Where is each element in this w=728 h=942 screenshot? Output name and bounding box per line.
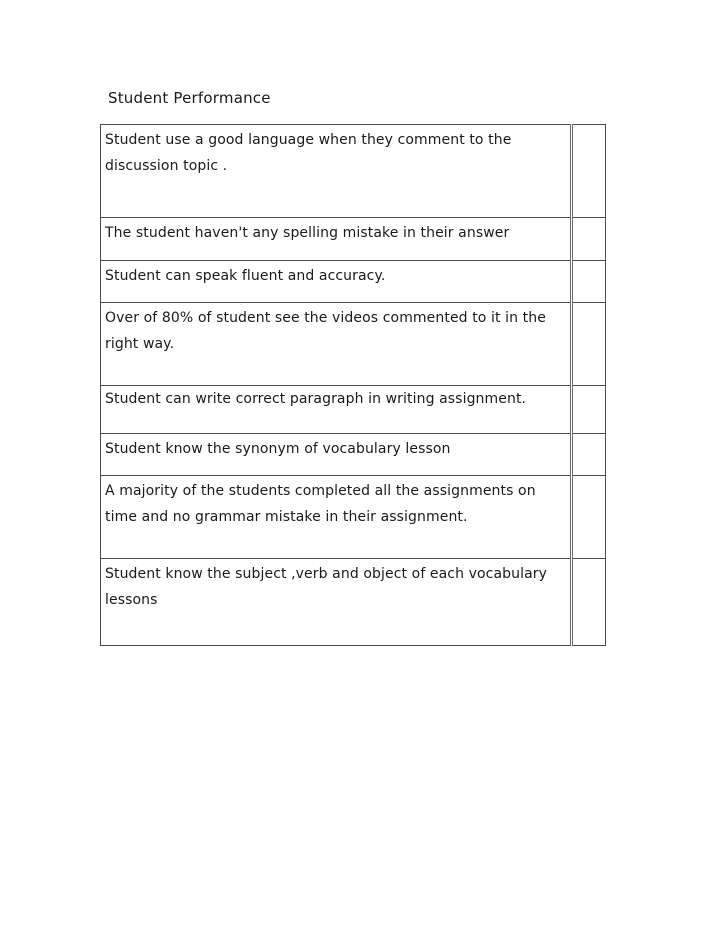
criterion-cell: [101, 125, 572, 218]
check-cell[interactable]: [572, 218, 606, 261]
table-row: [101, 434, 606, 476]
document-title: Student Performance: [108, 89, 271, 107]
criterion-cell: [101, 476, 572, 559]
criterion-cell: [101, 218, 572, 261]
check-cell[interactable]: [572, 476, 606, 559]
criterion-cell: [101, 261, 572, 303]
check-cell[interactable]: [572, 303, 606, 386]
table-row: [101, 559, 606, 646]
criterion-cell: [101, 386, 572, 434]
criterion-text: Student can write correct paragraph in writing assignment.: [105, 391, 527, 407]
criterion-text: The student haven't any spelling mistake in their answer: [105, 225, 510, 241]
criterion-text: Student know the subject ,verb and object of each vocabulary lessons: [105, 566, 548, 608]
check-cell[interactable]: [572, 125, 606, 218]
table-row: [101, 261, 606, 303]
check-cell[interactable]: [572, 559, 606, 646]
criterion-cell: [101, 559, 572, 646]
table-row: [101, 476, 606, 559]
check-cell[interactable]: [572, 386, 606, 434]
check-cell[interactable]: [572, 261, 606, 303]
check-cell[interactable]: [572, 434, 606, 476]
criterion-text: Over of 80% of student see the videos commented to it in the right way.: [105, 310, 546, 352]
criterion-cell: [101, 303, 572, 386]
performance-table: [100, 124, 606, 646]
criterion-text: Student use a good language when they comment to the discussion topic .: [105, 132, 512, 174]
table-row: [101, 125, 606, 218]
criterion-text: Student know the synonym of vocabulary lesson: [105, 441, 451, 457]
table-row: [101, 303, 606, 386]
criterion-text: A majority of the students completed all the assignments on time and no grammar mistake in their assignment.: [105, 483, 536, 525]
criterion-text: Student can speak fluent and accuracy.: [105, 268, 386, 284]
table-row: [101, 386, 606, 434]
table-row: [101, 218, 606, 261]
criterion-cell: [101, 434, 572, 476]
